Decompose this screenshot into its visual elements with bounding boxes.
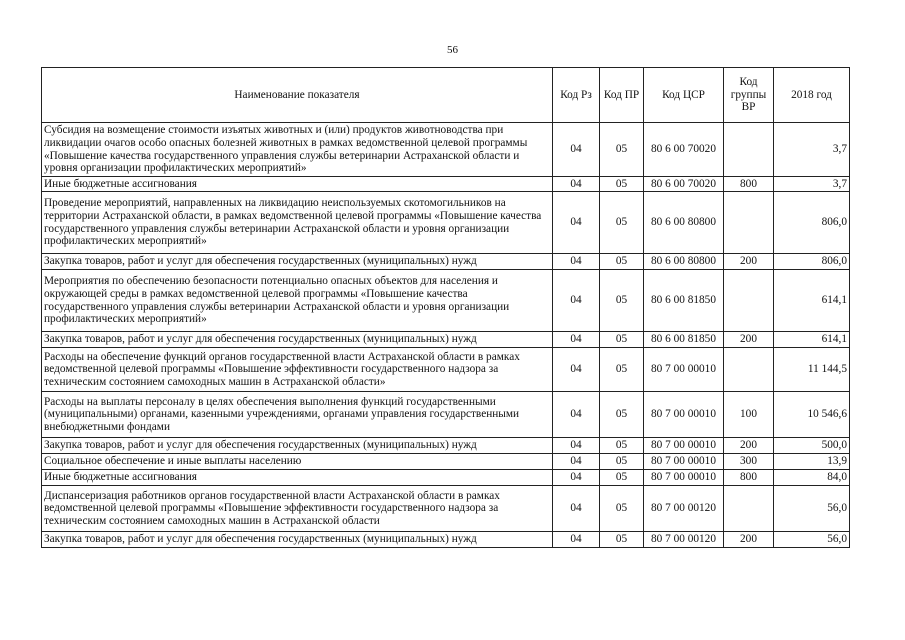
row-vr — [724, 348, 774, 392]
table-row — [42, 192, 850, 254]
row-name: Расходы на обеспечение функций органов государственной власти Астраханской области в рамках ведомственной целевой программы «Повышение эффективности государственного надзора за техническим состоянием самоходных машин в Астраханской области» — [42, 348, 553, 392]
row-rz: 04 — [553, 438, 600, 454]
row-csr: 80 6 00 81850 — [644, 332, 724, 348]
row-csr: 80 6 00 80800 — [644, 254, 724, 270]
row-amount: 10 546,6 — [774, 392, 850, 438]
row-pr: 05 — [600, 348, 644, 392]
row-name: Закупка товаров, работ и услуг для обеспечения государственных (муниципальных) нужд — [42, 438, 553, 454]
row-vr: 200 — [724, 254, 774, 270]
table-row — [42, 438, 850, 454]
row-name: Диспансеризация работников органов государственной власти Астраханской области в рамках ведомственной целевой программы «Повышение эффективности государственного надзора за техническим состоянием самоходных машин в Астраханской области — [42, 486, 553, 532]
row-amount: 500,0 — [774, 438, 850, 454]
table-row — [42, 348, 850, 392]
row-csr: 80 7 00 00010 — [644, 392, 724, 438]
row-name: Иные бюджетные ассигнования — [42, 177, 553, 192]
header-vr: Код группы ВР — [724, 68, 774, 123]
table-header-row — [42, 68, 850, 123]
row-pr: 05 — [600, 254, 644, 270]
table-row — [42, 332, 850, 348]
row-vr: 200 — [724, 438, 774, 454]
row-rz: 04 — [553, 254, 600, 270]
row-csr: 80 7 00 00010 — [644, 348, 724, 392]
row-name: Социальное обеспечение и иные выплаты населению — [42, 454, 553, 470]
table-row — [42, 392, 850, 438]
table-row — [42, 270, 850, 332]
row-pr: 05 — [600, 470, 644, 486]
row-pr: 05 — [600, 454, 644, 470]
row-name: Мероприятия по обеспечению безопасности потенциально опасных объектов для населения и окружающей среды в рамках ведомственной целевой программы «Повышение качества государственного управления службы ветеринарии Астраханской области и уровня организации профилактических мероприятий» — [42, 270, 553, 332]
row-amount: 3,7 — [774, 177, 850, 192]
row-pr: 05 — [600, 486, 644, 532]
row-rz: 04 — [553, 177, 600, 192]
row-csr: 80 6 00 80800 — [644, 192, 724, 254]
row-amount: 13,9 — [774, 454, 850, 470]
row-pr: 05 — [600, 177, 644, 192]
row-name: Закупка товаров, работ и услуг для обеспечения государственных (муниципальных) нужд — [42, 532, 553, 548]
table-body — [42, 123, 850, 548]
row-csr: 80 7 00 00010 — [644, 454, 724, 470]
table-row — [42, 532, 850, 548]
header-rz: Код Рз — [553, 68, 600, 123]
page-number: 56 — [447, 44, 458, 56]
row-rz: 04 — [553, 192, 600, 254]
row-amount: 614,1 — [774, 270, 850, 332]
row-pr: 05 — [600, 192, 644, 254]
row-csr: 80 7 00 00120 — [644, 486, 724, 532]
table-row — [42, 454, 850, 470]
header-csr: Код ЦСР — [644, 68, 724, 123]
row-vr: 300 — [724, 454, 774, 470]
row-vr — [724, 192, 774, 254]
row-amount: 614,1 — [774, 332, 850, 348]
table-row — [42, 177, 850, 192]
row-amount: 56,0 — [774, 486, 850, 532]
table-row — [42, 470, 850, 486]
row-rz: 04 — [553, 392, 600, 438]
row-rz: 04 — [553, 123, 600, 177]
header-name: Наименование показателя — [42, 68, 553, 123]
row-amount: 56,0 — [774, 532, 850, 548]
row-pr: 05 — [600, 532, 644, 548]
table-row — [42, 123, 850, 177]
row-rz: 04 — [553, 486, 600, 532]
row-vr: 800 — [724, 470, 774, 486]
row-csr: 80 7 00 00010 — [644, 438, 724, 454]
row-pr: 05 — [600, 332, 644, 348]
row-rz: 04 — [553, 348, 600, 392]
row-vr: 200 — [724, 332, 774, 348]
header-year: 2018 год — [774, 68, 850, 123]
row-rz: 04 — [553, 470, 600, 486]
row-csr: 80 7 00 00010 — [644, 470, 724, 486]
row-name: Закупка товаров, работ и услуг для обеспечения государственных (муниципальных) нужд — [42, 254, 553, 270]
row-pr: 05 — [600, 270, 644, 332]
row-vr: 800 — [724, 177, 774, 192]
budget-table — [41, 67, 850, 548]
row-rz: 04 — [553, 532, 600, 548]
row-vr: 200 — [724, 532, 774, 548]
row-pr: 05 — [600, 123, 644, 177]
row-name: Закупка товаров, работ и услуг для обеспечения государственных (муниципальных) нужд — [42, 332, 553, 348]
row-vr: 100 — [724, 392, 774, 438]
row-vr — [724, 123, 774, 177]
row-name: Иные бюджетные ассигнования — [42, 470, 553, 486]
header-pr: Код ПР — [600, 68, 644, 123]
row-amount: 806,0 — [774, 192, 850, 254]
row-amount: 3,7 — [774, 123, 850, 177]
row-rz: 04 — [553, 454, 600, 470]
table-row — [42, 486, 850, 532]
row-rz: 04 — [553, 270, 600, 332]
row-pr: 05 — [600, 392, 644, 438]
row-vr — [724, 270, 774, 332]
row-name: Расходы на выплаты персоналу в целях обеспечения выполнения функций государственными (муниципальными) органами, казенными учреждениями, органами управления государственными внебюджетными фондами — [42, 392, 553, 438]
row-csr: 80 6 00 70020 — [644, 123, 724, 177]
row-csr: 80 7 00 00120 — [644, 532, 724, 548]
row-pr: 05 — [600, 438, 644, 454]
row-amount: 84,0 — [774, 470, 850, 486]
table-row — [42, 254, 850, 270]
row-amount: 806,0 — [774, 254, 850, 270]
row-name: Субсидия на возмещение стоимости изъятых животных и (или) продуктов животноводства при ликвидации очагов особо опасных болезней животных в рамках ведомственной целевой программы «Повышение качества государственного управления службы ветеринарии Астраханской области и уровня организации профилактических мероприятий» — [42, 123, 553, 177]
row-vr — [724, 486, 774, 532]
row-amount: 11 144,5 — [774, 348, 850, 392]
row-csr: 80 6 00 81850 — [644, 270, 724, 332]
row-rz: 04 — [553, 332, 600, 348]
row-csr: 80 6 00 70020 — [644, 177, 724, 192]
row-name: Проведение мероприятий, направленных на ликвидацию неиспользуемых скотомогильников на территории Астраханской области, в рамках ведомственной целевой программы «Повышение качества государственного управления службы ветеринарии Астраханской области и уровня организации профилактических мероприятий» — [42, 192, 553, 254]
